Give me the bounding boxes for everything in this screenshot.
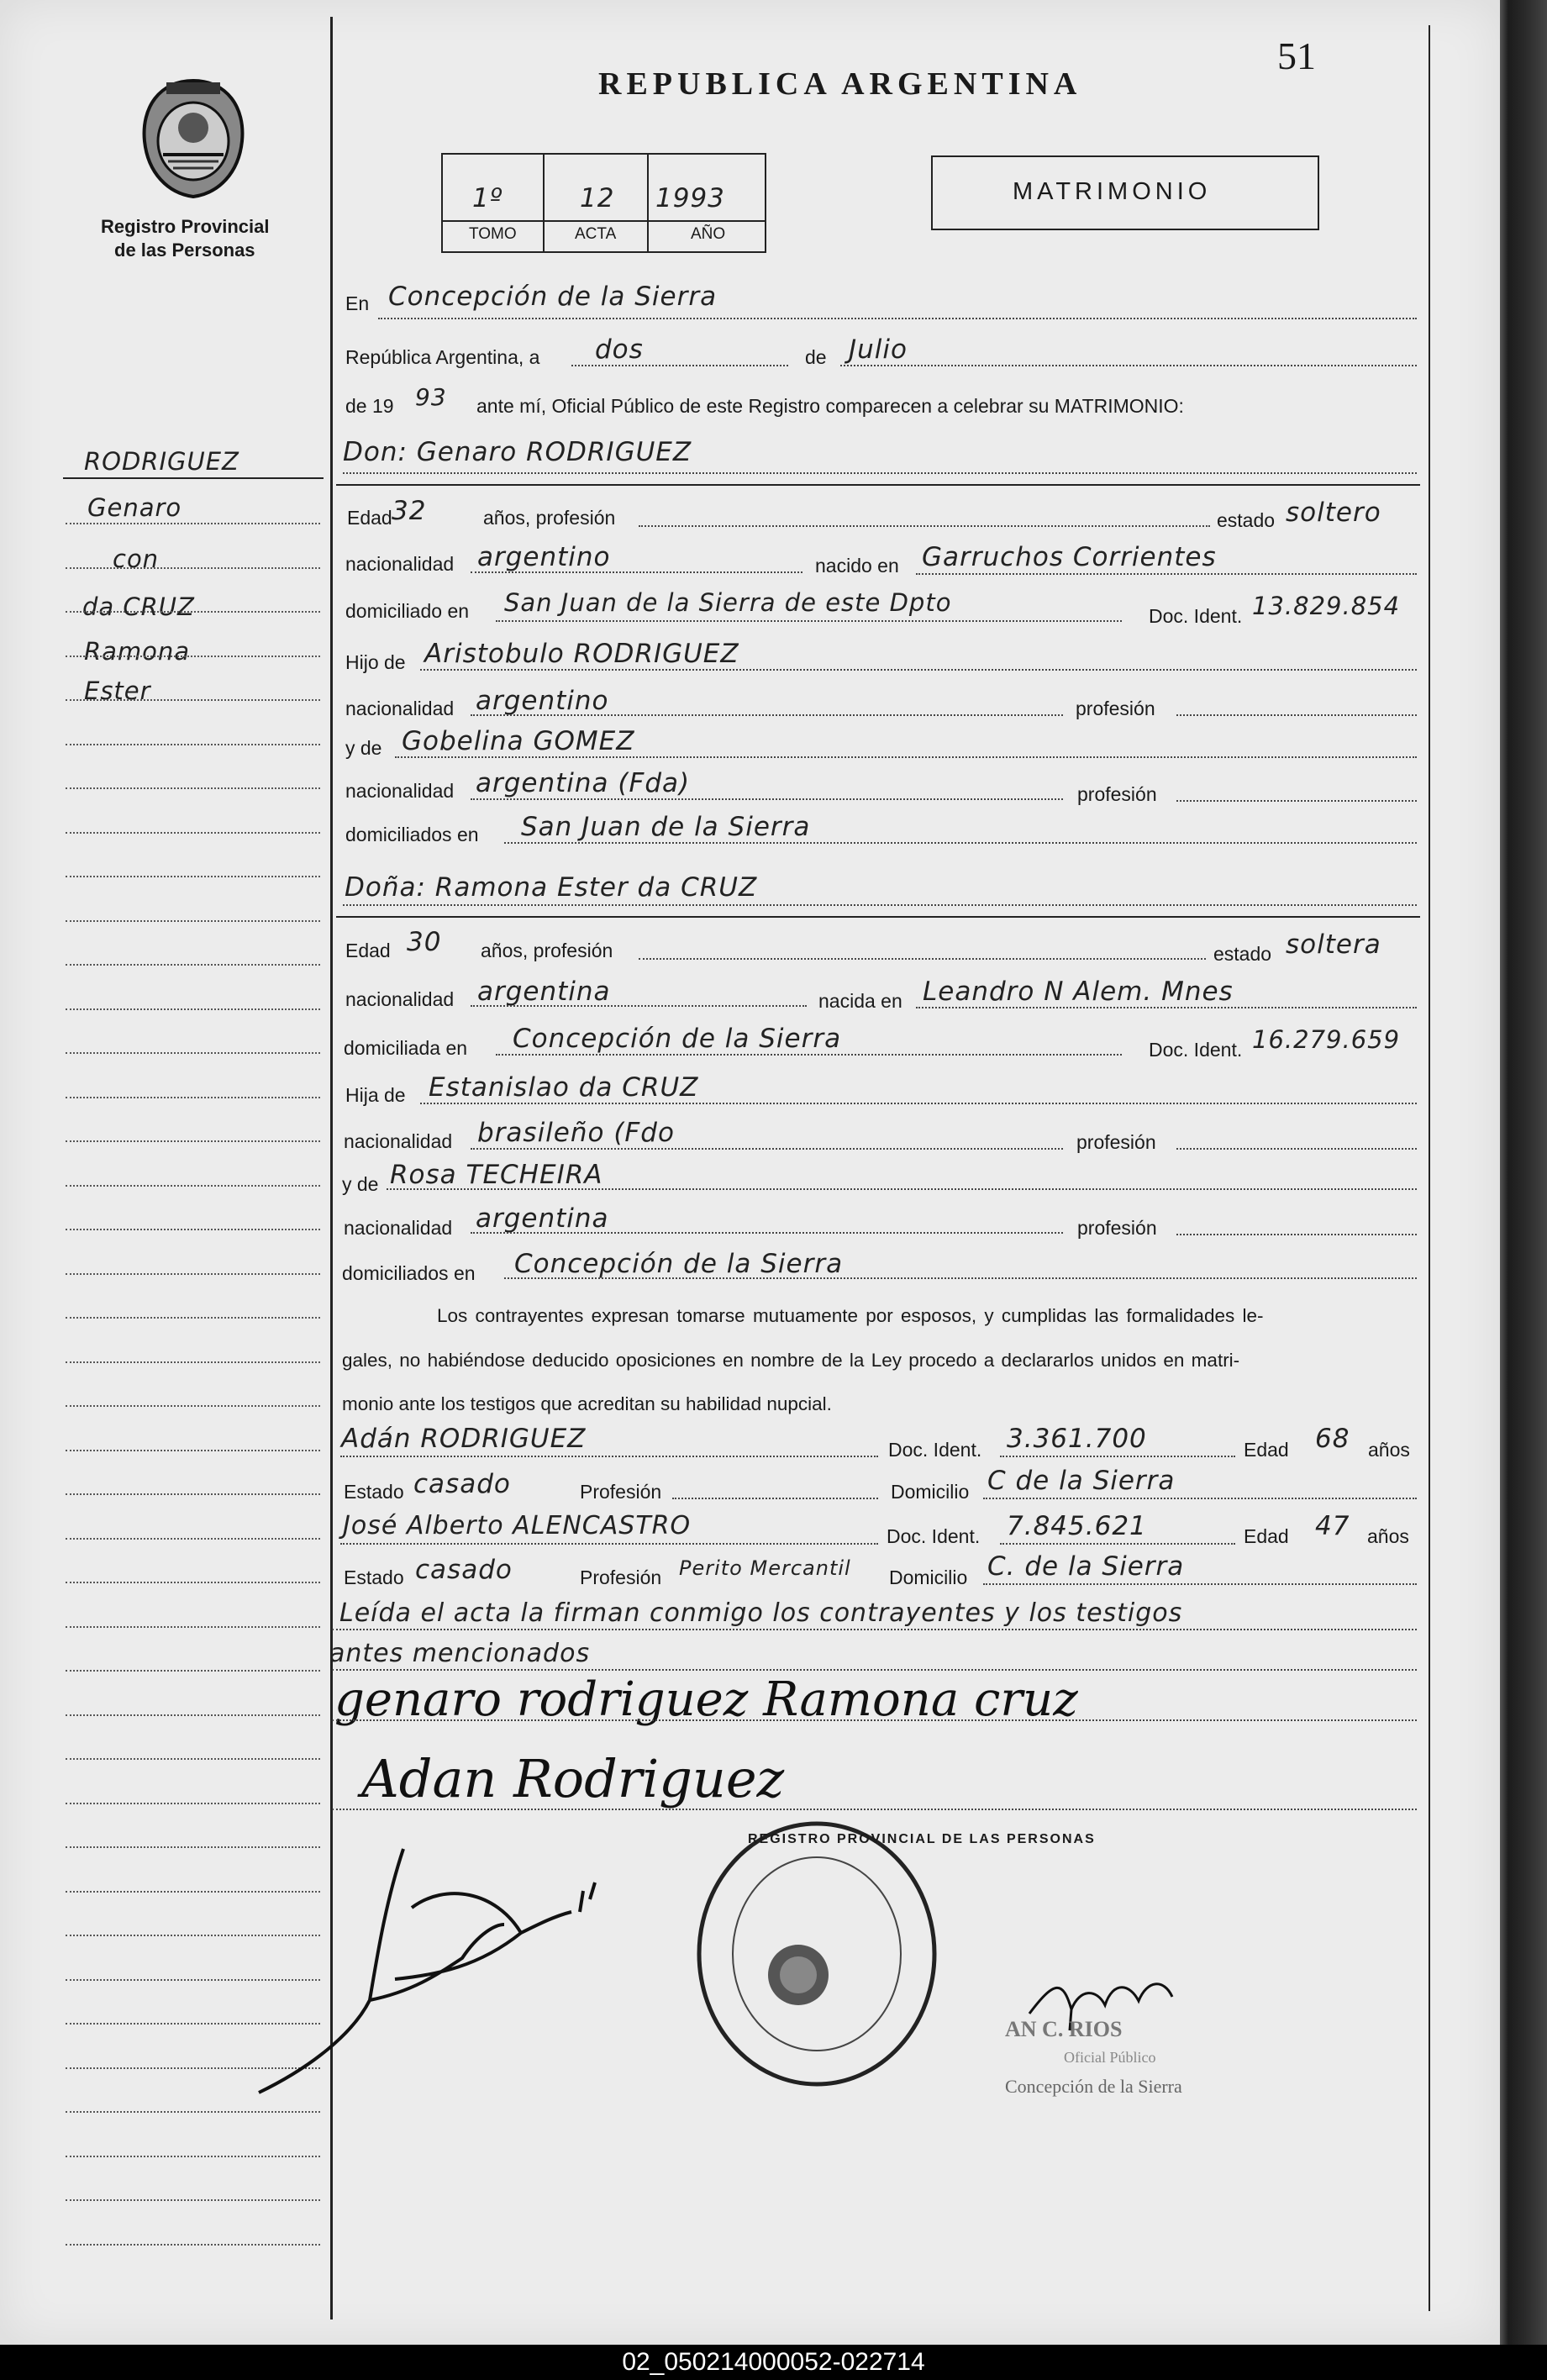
groom-mother: Gobelina GOMEZ — [402, 726, 635, 756]
bride-parents-dom-label: domiciliados en — [342, 1262, 476, 1284]
bride-mother-nac-label: nacionalidad — [344, 1217, 453, 1239]
groom-edad-label: Edad — [347, 507, 392, 529]
groom-father-nac-label: nacionalidad — [345, 698, 455, 719]
closing-line2: antes mencionados — [329, 1639, 591, 1668]
bride-anos-profesion: años, profesión — [481, 940, 613, 961]
groom-father-prof-label: profesión — [1076, 698, 1155, 719]
margin-ruling-line — [66, 1097, 320, 1098]
margin-ruling-line — [66, 2111, 320, 2113]
bride-nationality: argentina — [477, 977, 611, 1007]
groom-mother-nat: argentina (Fda) — [476, 768, 691, 798]
margin-ruling-line — [66, 787, 320, 789]
country-title: REPUBLICA ARGENTINA — [598, 66, 1082, 102]
margin-ruling-line — [66, 1493, 320, 1495]
margin-ruling-line — [66, 2199, 320, 2201]
margin-ruling-line — [66, 567, 320, 569]
signature-witness1: Adan Rodriguez — [361, 1748, 785, 1809]
bride-father: Estanislao da CRUZ — [429, 1072, 699, 1103]
intro-statement: ante mí, Oficial Público de este Registro comparecen a celebrar su MATRIMONIO: — [476, 395, 1184, 417]
groom-name: Don: Genaro RODRIGUEZ — [343, 437, 692, 467]
margin-note-con: con — [113, 545, 160, 573]
margin-ruling-line — [66, 611, 320, 613]
witness1-name: Adán RODRIGUEZ — [341, 1424, 587, 1454]
groom-domicile: San Juan de la Sierra de este Dpto — [504, 588, 952, 617]
witness1-edad-label: Edad — [1244, 1439, 1289, 1461]
bride-doc: 16.279.659 — [1252, 1025, 1401, 1054]
margin-ruling-line — [66, 1803, 320, 1804]
margin-note-given: Genaro — [87, 493, 182, 522]
official-stamp — [691, 1815, 943, 2093]
signature-spouses: genaro rodriguez Ramona cruz — [334, 1672, 1078, 1727]
provincial-coat-of-arms — [134, 74, 252, 200]
witness2-prof-label: Profesión — [580, 1566, 662, 1588]
margin-ruling-line — [66, 964, 320, 966]
margin-ruling-line — [66, 920, 320, 922]
groom-yde-label: y de — [345, 737, 382, 759]
groom-dom-label: domiciliado en — [345, 600, 470, 622]
bride-hija-label: Hija de — [345, 1084, 406, 1106]
groom-estado: soltero — [1286, 498, 1381, 528]
witness1-anos: años — [1368, 1439, 1410, 1461]
republica-label: República Argentina, a — [345, 346, 540, 368]
groom-father-nat: argentino — [476, 686, 609, 716]
witness2-name: José Alberto ALENCASTRO — [343, 1511, 692, 1540]
bride-father-nac-label: nacionalidad — [344, 1130, 453, 1152]
formal-text-line2: gales, no habiéndose deducido oposiciones en nombre de la Ley procedo a declararlos unidos en matri- — [342, 1350, 1240, 1371]
witness1-estado: casado — [413, 1469, 511, 1499]
margin-ruling-line — [66, 699, 320, 701]
official-place: Concepción de la Sierra — [1005, 2076, 1182, 2097]
bride-name: Doña: Ramona Ester da CRUZ — [345, 872, 758, 903]
act-day: dos — [595, 334, 644, 365]
witness2-doc: 7.845.621 — [1007, 1511, 1147, 1541]
bride-dom-label: domiciliada en — [344, 1037, 468, 1059]
act-type: MATRIMONIO — [1013, 178, 1212, 205]
bride-age: 30 — [407, 927, 442, 957]
de-label: de — [805, 346, 827, 368]
margin-ruling-line — [66, 2156, 320, 2157]
margin-ruling-line — [66, 2244, 320, 2246]
witness1-doc-label: Doc. Ident. — [888, 1439, 982, 1461]
bride-estado: soltera — [1286, 929, 1381, 960]
margin-note-surname: RODRIGUEZ — [84, 447, 239, 476]
en-label: En — [345, 292, 370, 314]
bride-mother: Rosa TECHEIRA — [390, 1160, 603, 1190]
margin-ruling-line — [66, 656, 320, 657]
margin-ruling-line — [66, 876, 320, 877]
groom-parents-dom-label: domiciliados en — [345, 824, 479, 845]
bride-father-prof-label: profesión — [1076, 1131, 1156, 1153]
bride-mother-prof-label: profesión — [1077, 1217, 1157, 1239]
groom-estado-label: estado — [1217, 509, 1276, 531]
act-year: 93 — [415, 383, 447, 411]
margin-ruling-line — [66, 1317, 320, 1319]
bride-estado-label: estado — [1213, 943, 1272, 965]
scan-footer-id: 02_050214000052-022714 — [0, 2345, 1547, 2380]
act-month: Julio — [849, 334, 908, 365]
margin-ruling-line — [66, 1582, 320, 1583]
margin-ruling-line — [66, 1273, 320, 1275]
margin-note-bride-surname: da CRUZ — [82, 592, 195, 621]
page-number: 51 — [1277, 34, 1316, 77]
acta-value: 12 — [580, 183, 615, 213]
closing-line1: Leída el acta la firman conmigo los contrayentes y los testigos — [339, 1598, 1183, 1628]
witness1-domicile: C de la Sierra — [987, 1466, 1176, 1496]
tomo-value: 1º — [472, 183, 503, 213]
ano-value: 1993 — [655, 183, 725, 213]
margin-ruling-line — [66, 744, 320, 745]
witness2-profession: Perito Mercantil — [679, 1556, 851, 1580]
official-title: Oficial Público — [1064, 2049, 1156, 2066]
groom-birthplace: Garruchos Corrientes — [922, 542, 1217, 572]
groom-mother-nac-label: nacionalidad — [345, 780, 455, 802]
signature-witness2 — [244, 1832, 613, 2109]
margin-ruling-line — [66, 1008, 320, 1010]
groom-doc: 13.829.854 — [1252, 592, 1401, 620]
margin-ruling-line — [66, 1538, 320, 1540]
bride-nac-label: nacionalidad — [345, 988, 455, 1010]
margin-ruling-line — [66, 1450, 320, 1451]
witness2-doc-label: Doc. Ident. — [887, 1525, 981, 1547]
witness1-estado-label: Estado — [344, 1481, 404, 1503]
witness1-doc: 3.361.700 — [1007, 1424, 1147, 1454]
margin-ruling-line — [66, 1670, 320, 1672]
witness2-estado: casado — [415, 1555, 513, 1585]
margin-ruling-line — [66, 1626, 320, 1628]
margin-note-bride-second: Ester — [84, 677, 151, 705]
margin-ruling-line — [66, 523, 320, 524]
acta-label: ACTA — [575, 225, 617, 243]
groom-nacido-label: nacido en — [815, 555, 899, 577]
bride-parents-domicile: Concepción de la Sierra — [514, 1249, 844, 1279]
witness1-prof-label: Profesión — [580, 1481, 662, 1503]
ano-label: AÑO — [691, 225, 726, 243]
margin-ruling-line — [66, 1229, 320, 1230]
witness2-estado-label: Estado — [344, 1566, 404, 1588]
registry-name-line1: Registro Provincial — [101, 216, 270, 237]
margin-note-bride-given: Ramona — [84, 637, 191, 666]
book-binding — [1500, 0, 1547, 2345]
registry-name-line2: de las Personas — [114, 240, 255, 261]
witness2-anos: años — [1367, 1525, 1409, 1547]
witness1-age: 68 — [1315, 1424, 1350, 1454]
margin-ruling-line — [66, 1052, 320, 1054]
bride-edad-label: Edad — [345, 940, 391, 961]
groom-father: Aristobulo RODRIGUEZ — [424, 639, 739, 669]
groom-nac-label: nacionalidad — [345, 553, 455, 575]
witness2-age: 47 — [1315, 1511, 1350, 1541]
groom-hijo-label: Hijo de — [345, 651, 406, 673]
margin-ruling-line — [66, 1185, 320, 1187]
bride-doc-label: Doc. Ident. — [1149, 1039, 1243, 1061]
bride-father-nat: brasileño (Fdo — [477, 1118, 675, 1148]
bride-domicile: Concepción de la Sierra — [513, 1024, 842, 1054]
act-place: Concepción de la Sierra — [388, 282, 718, 312]
tomo-label: TOMO — [469, 225, 517, 243]
bride-nacida-label: nacida en — [818, 990, 902, 1012]
right-border — [1429, 25, 1430, 2311]
margin-ruling-line — [66, 1361, 320, 1363]
bride-mother-nat: argentina — [476, 1203, 609, 1234]
groom-doc-label: Doc. Ident. — [1149, 605, 1243, 627]
year-label: de 19 — [345, 395, 394, 417]
witness2-domicile: C. de la Sierra — [987, 1551, 1185, 1582]
bride-yde-label: y de — [342, 1173, 379, 1195]
formal-text-line3: monio ante los testigos que acreditan su habilidad nupcial. — [342, 1393, 832, 1414]
margin-ruling-line — [66, 1140, 320, 1142]
bride-birthplace: Leandro N Alem. Mnes — [923, 977, 1234, 1007]
margin-ruling-line — [66, 1714, 320, 1716]
stamp-text: REGISTRO PROVINCIAL DE LAS PERSONAS — [748, 1832, 1096, 1846]
formal-text-line1: Los contrayentes expresan tomarse mutuamente por esposos, y cumplidas las formalidades le- — [437, 1305, 1264, 1326]
groom-mother-prof-label: profesión — [1077, 783, 1157, 805]
margin-ruling-line — [66, 1758, 320, 1760]
margin-ruling-line — [66, 1405, 320, 1407]
groom-anos-profesion: años, profesión — [483, 507, 616, 529]
groom-parents-domicile: San Juan de la Sierra — [521, 812, 811, 842]
groom-nationality: argentino — [477, 542, 611, 572]
witness2-edad-label: Edad — [1244, 1525, 1289, 1547]
groom-age: 32 — [392, 496, 427, 526]
witness1-dom-label: Domicilio — [891, 1481, 970, 1503]
official-name: AN C. RIOS — [1005, 2017, 1123, 2041]
witness2-dom-label: Domicilio — [889, 1566, 968, 1588]
margin-ruling-line — [66, 832, 320, 834]
